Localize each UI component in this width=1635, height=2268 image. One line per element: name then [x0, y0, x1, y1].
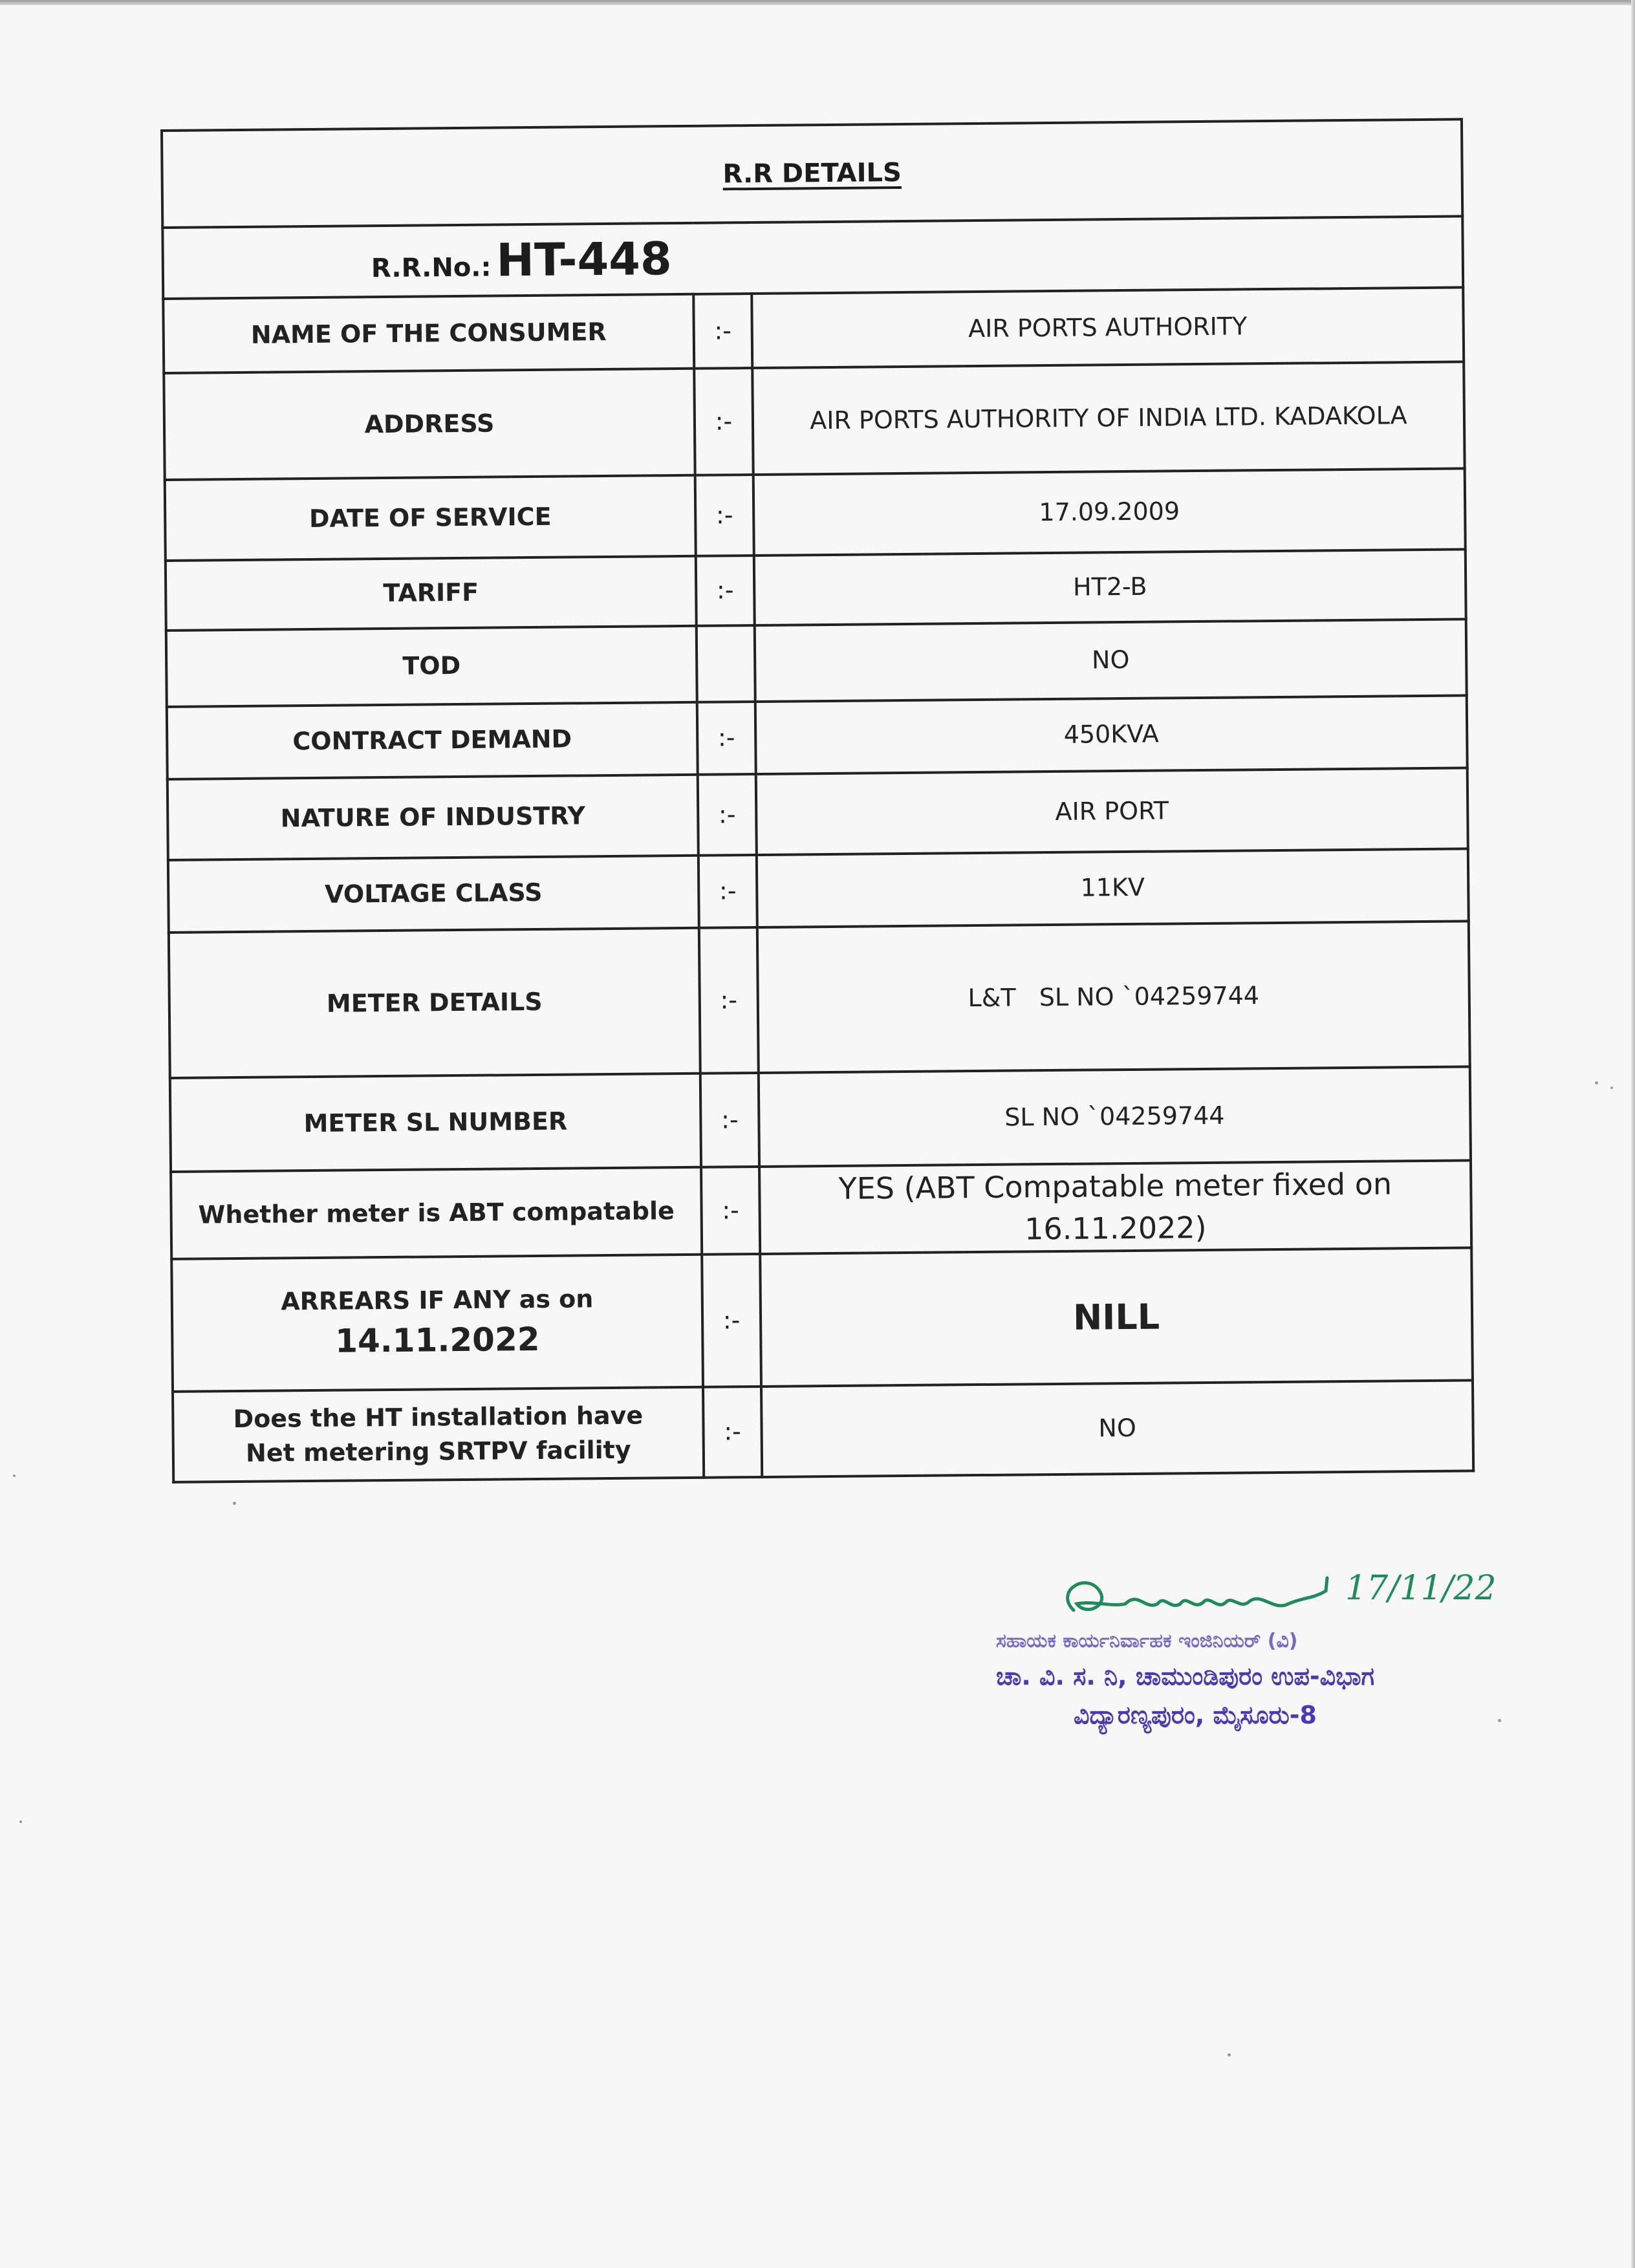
row-label: TOD — [166, 626, 697, 707]
scan-edge-right — [1631, 0, 1635, 2268]
rr-number-row — [162, 216, 1463, 299]
row-label: VOLTAGE CLASS — [168, 856, 699, 933]
row-label: NAME OF THE CONSUMER — [163, 294, 694, 373]
scan-edge-top — [0, 0, 1635, 5]
rr-number-cell — [162, 216, 1463, 299]
seal-location: ವಿದ್ಯಾರಣ್ಯಪುರಂ, ಮೈಸೂರು-8 — [1074, 1701, 1317, 1729]
table-row — [171, 1160, 1471, 1259]
row-value: 17.09.2009 — [753, 468, 1466, 556]
arrears-value-cell — [760, 1247, 1473, 1387]
row-value: 450KVA — [755, 695, 1467, 774]
row-value: 11KV — [757, 848, 1469, 927]
scan-speck — [1610, 1086, 1613, 1089]
table-heading: R.R DETAILS — [722, 158, 902, 189]
row-separator: :- — [703, 1387, 762, 1478]
row-separator: :- — [697, 702, 756, 775]
row-value: AIR PORTS AUTHORITY — [752, 287, 1464, 368]
row-label: DATE OF SERVICE — [165, 475, 696, 561]
row-value: SL NO `04259744 — [759, 1066, 1471, 1167]
row-label: METER DETAILS — [169, 928, 700, 1078]
table-row — [167, 695, 1467, 779]
scan-speck — [1595, 1081, 1598, 1085]
row-separator — [697, 625, 755, 702]
row-label: TARIFF — [166, 556, 697, 631]
handwritten-signature — [1048, 1565, 1358, 1636]
signature-date: 17/11/22 — [1345, 1569, 1497, 1608]
table-row — [164, 362, 1464, 480]
table-row — [163, 287, 1464, 373]
scan-speck — [1228, 2053, 1231, 2057]
row-label: METER SL NUMBER — [170, 1074, 701, 1172]
table-row — [168, 848, 1469, 933]
row-label: Whether meter is ABT compatable — [171, 1167, 702, 1259]
row-value: NO — [755, 619, 1467, 702]
table-row — [171, 1247, 1473, 1392]
scan-speck — [233, 1502, 236, 1505]
row-separator: :- — [701, 1167, 760, 1255]
table-row — [170, 1066, 1471, 1172]
table-row — [165, 468, 1466, 561]
arrears-label-cell — [171, 1255, 703, 1392]
scan-speck — [13, 1474, 16, 1477]
row-value: HT2-B — [754, 549, 1466, 625]
row-label: ARREARS IF ANY as on — [281, 1284, 594, 1316]
row-label: NATURE OF INDUSTRY — [168, 775, 698, 860]
row-separator: :- — [693, 294, 752, 369]
scan-speck — [19, 1820, 22, 1823]
row-value: AIR PORT — [756, 768, 1468, 855]
table-row — [166, 619, 1467, 707]
table-row — [168, 768, 1468, 860]
row-label: Does the HT installation have Net metering SRTPV facility — [173, 1387, 704, 1482]
row-value: L&T SL NO `04259744 — [757, 921, 1470, 1073]
table-row — [169, 921, 1470, 1078]
rr-number-label: R.R.No.: — [371, 252, 492, 284]
seal-designation: ಸಹಾಯಕ ಕಾರ್ಯನಿರ್ವಾಹಕ ಇಂಜಿನಿಯರ್ (ವಿ) — [996, 1630, 1298, 1652]
arrears-date: 14.11.2022 — [334, 1321, 540, 1360]
scan-speck — [1498, 1719, 1501, 1722]
row-value: YES (ABT Compatable meter fixed on 16.11.2022) — [759, 1160, 1471, 1254]
row-separator: :- — [699, 927, 759, 1074]
row-separator: :- — [702, 1254, 761, 1387]
row-separator: :- — [700, 1073, 759, 1167]
row-separator: :- — [694, 368, 753, 475]
row-value: NO — [761, 1380, 1473, 1477]
table-row — [173, 1380, 1473, 1482]
heading-cell — [162, 119, 1462, 228]
row-value: NILL — [1072, 1296, 1160, 1338]
rr-number-value: HT-448 — [496, 232, 672, 287]
row-separator: :- — [696, 556, 755, 626]
row-separator: :- — [695, 475, 754, 556]
rr-details-table — [160, 118, 1475, 1483]
row-separator: :- — [698, 774, 757, 856]
signature-and-seal — [983, 1565, 1497, 1733]
heading-row — [162, 119, 1462, 228]
row-value: AIR PORTS AUTHORITY OF INDIA LTD. KADAKOLA — [752, 362, 1464, 475]
row-separator: :- — [698, 855, 757, 928]
table-row — [166, 549, 1466, 631]
row-label: ADDRESS — [164, 369, 695, 480]
rr-details-document — [160, 118, 1472, 1483]
seal-office: ಚಾ. ವಿ. ಸ. ನಿ, ಚಾಮುಂಡಿಪುರಂ ಉಪ-ವಿಭಾಗ — [996, 1662, 1375, 1690]
row-label: CONTRACT DEMAND — [167, 702, 698, 779]
